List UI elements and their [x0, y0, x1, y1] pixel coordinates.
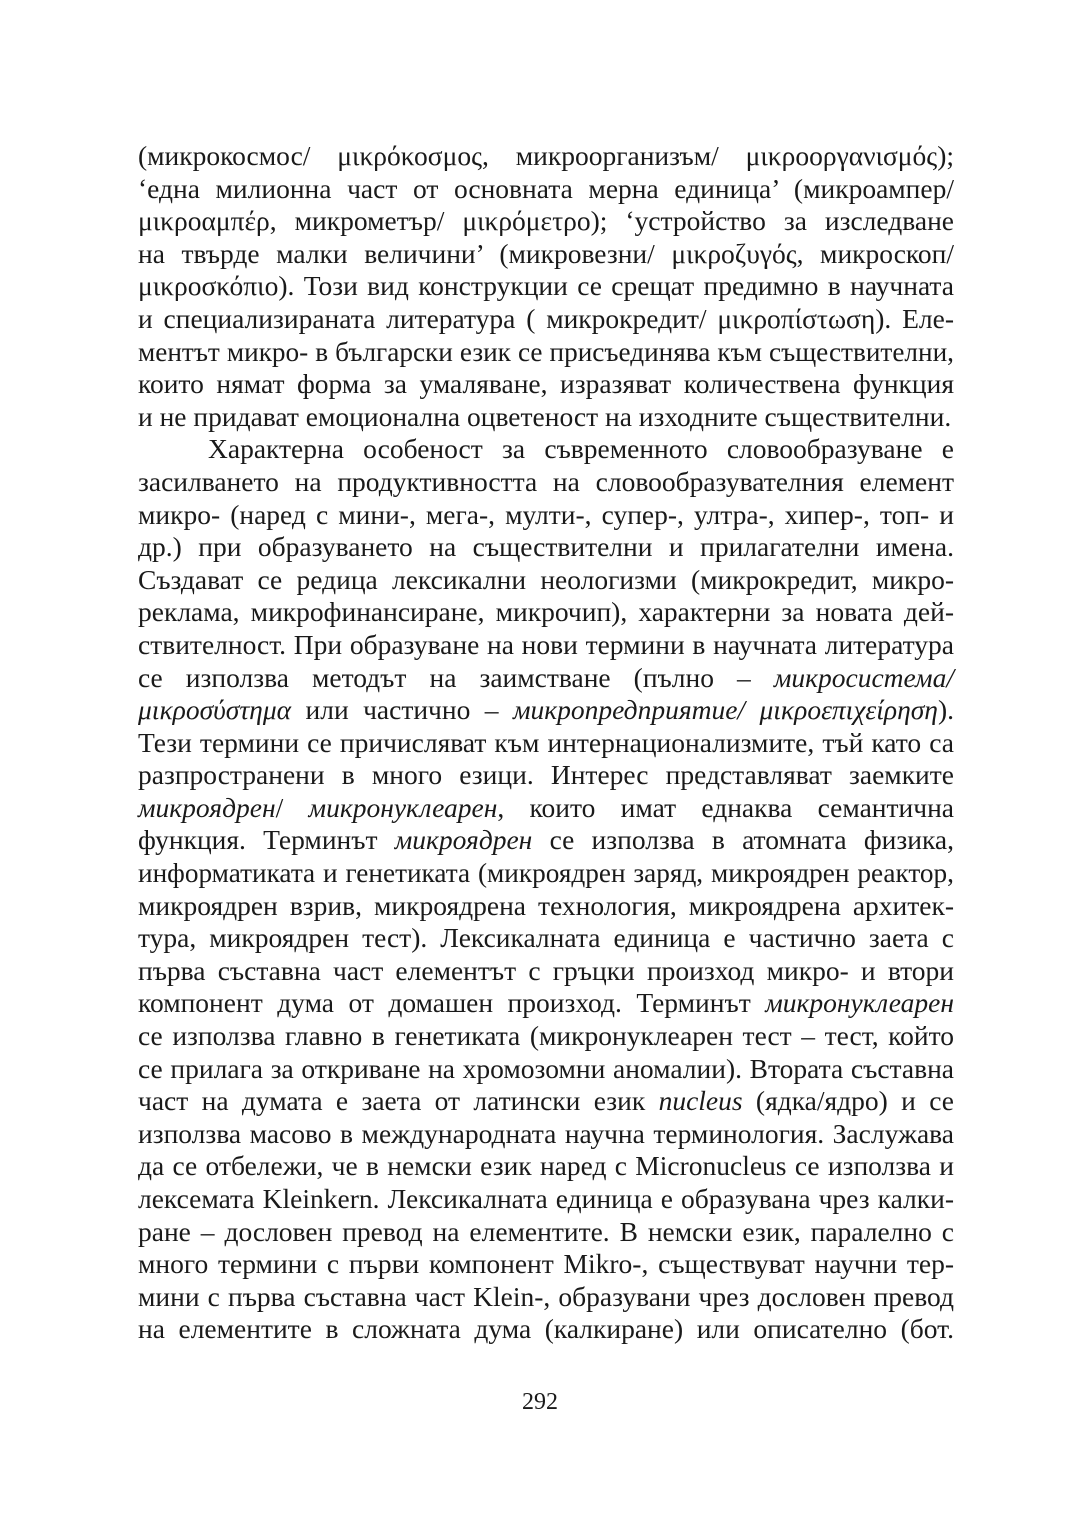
text-line: да се отбележи, че в немски език наред с Micronucleus се използва и [138, 1150, 954, 1182]
text-line: използва масово в международната научна терминология. Заслужава [138, 1117, 954, 1149]
italic-term: nucleus [658, 1085, 743, 1117]
text-line [138, 694, 954, 727]
text-span: , които имат еднаква семантична [497, 791, 954, 823]
text-line: на твърде малки величини’ (микровезни/ μικροζυγός, микроскоп/ [138, 237, 954, 269]
text-span: се използва в атомната физика, [532, 824, 954, 856]
text-line [138, 662, 954, 695]
italic-term: микропредприятие/ μικροεπιχείρηση [512, 694, 938, 726]
italic-term: μικροσύστημα [138, 694, 292, 726]
text-line: много термини с първи компонент Mikro-, съществуват научни тер- [138, 1248, 954, 1280]
text-span: / [275, 791, 309, 823]
text-line: ментът микро- в български език се присъединява към съществителни, [138, 336, 954, 367]
text-line: (микрокосмос/ μικρόκοσμος, микроорганизъм/ μικροοργανισμός); [138, 140, 954, 171]
italic-term: микроядрен [138, 791, 276, 823]
text-span: ). [937, 694, 954, 726]
text-line: μικροσκόπιο). Този вид конструкции се срещат предимно в научната [138, 270, 954, 302]
text-line: μικροαμπέρ, микрометър/ μικρόμετρο); ‘устройство за изследване [138, 205, 954, 237]
body-text [138, 140, 954, 1346]
text-line: лексемата Kleinkern. Лексикалната единица е образувана чрез калки- [138, 1183, 954, 1214]
text-span: се използва методът на заимстване (пълно – [138, 661, 774, 693]
page-number: 292 [522, 1389, 558, 1415]
text-line: Създават се редица лексикални неологизми (микрокредит, микро- [138, 563, 954, 595]
text-line: се използва главно в генетиката (микронуклеарен тест – тест, който [138, 1020, 954, 1052]
text-span: част на думата е заета от латински език [138, 1085, 659, 1117]
text-line: Тези термини се причисляват към интернационализмите, тъй като са [138, 726, 954, 758]
text-line: реклама, микрофинансиране, микрочип), характерни за новата дей- [138, 596, 954, 628]
italic-term: микросистема/ [773, 661, 954, 693]
text-line [138, 1085, 954, 1118]
text-line: ‘една милионна част от основната мерна единица’ (микроампер/ [138, 172, 954, 204]
text-line: мини с първа съставна част Klein-, образувани чрез дословен превод [138, 1280, 954, 1312]
text-line: на елементите в сложната дума (калкиране) или описателно (бот. [138, 1313, 954, 1345]
text-span: функция. Терминът [138, 824, 395, 856]
text-line: и специализираната литература ( микрокредит/ μικροπίστωση). Еле- [138, 302, 954, 334]
text-line: и не придават емоционална оцветеност на изходните съществителни. [138, 400, 952, 432]
text-line: се прилага за откриване на хромозомни аномалии). Втората съставна [138, 1052, 954, 1084]
text-line: микроядрен взрив, микроядрена технология, микроядрена архитек- [138, 889, 954, 921]
text-span: или частично – [291, 694, 513, 726]
italic-term: микронуклеарен [308, 791, 498, 823]
text-line: микро- (наред с мини-, мега-, мулти-, супер-, ултра-, хипер-, топ- и [138, 498, 954, 530]
text-line [138, 792, 954, 825]
text-line: които нямат форма за умаляване, изразяват количествена функция [138, 368, 954, 400]
italic-term: микроядрен [394, 824, 533, 856]
text-line: ствителност. При образуване на нови термини в научната литература [138, 628, 954, 660]
text-span: компонент дума от домашен произход. Терминът [138, 987, 766, 1019]
text-line: Характерна особеност за съвременното словообразуване е [208, 433, 954, 465]
text-line [138, 987, 954, 1020]
text-line: др.) при образуването на съществителни и прилагателни имена. [138, 531, 954, 563]
text-line: първа съставна част елементът с гръцки произход микро- и втори [138, 954, 954, 986]
text-span: (ядка/ядро) и се [742, 1085, 954, 1117]
text-line: разпространени в много езици. Интерес представляват заемките [138, 759, 954, 791]
text-line: тура, микроядрен тест). Лексикалната единица е частично заета с [138, 922, 954, 954]
italic-term: микронуклеарен [765, 987, 954, 1019]
paragraph-2 [138, 433, 954, 1346]
text-line: информатиката и генетиката (микроядрен заряд, микроядрен реактор, [138, 858, 954, 889]
text-line: засилването на продуктивността на словообразувателния елемент [138, 465, 954, 497]
paragraph-1 [138, 140, 954, 433]
text-line: ране – дословен превод на елементите. В немски език, паралелно с [138, 1215, 954, 1247]
text-line [138, 824, 954, 857]
